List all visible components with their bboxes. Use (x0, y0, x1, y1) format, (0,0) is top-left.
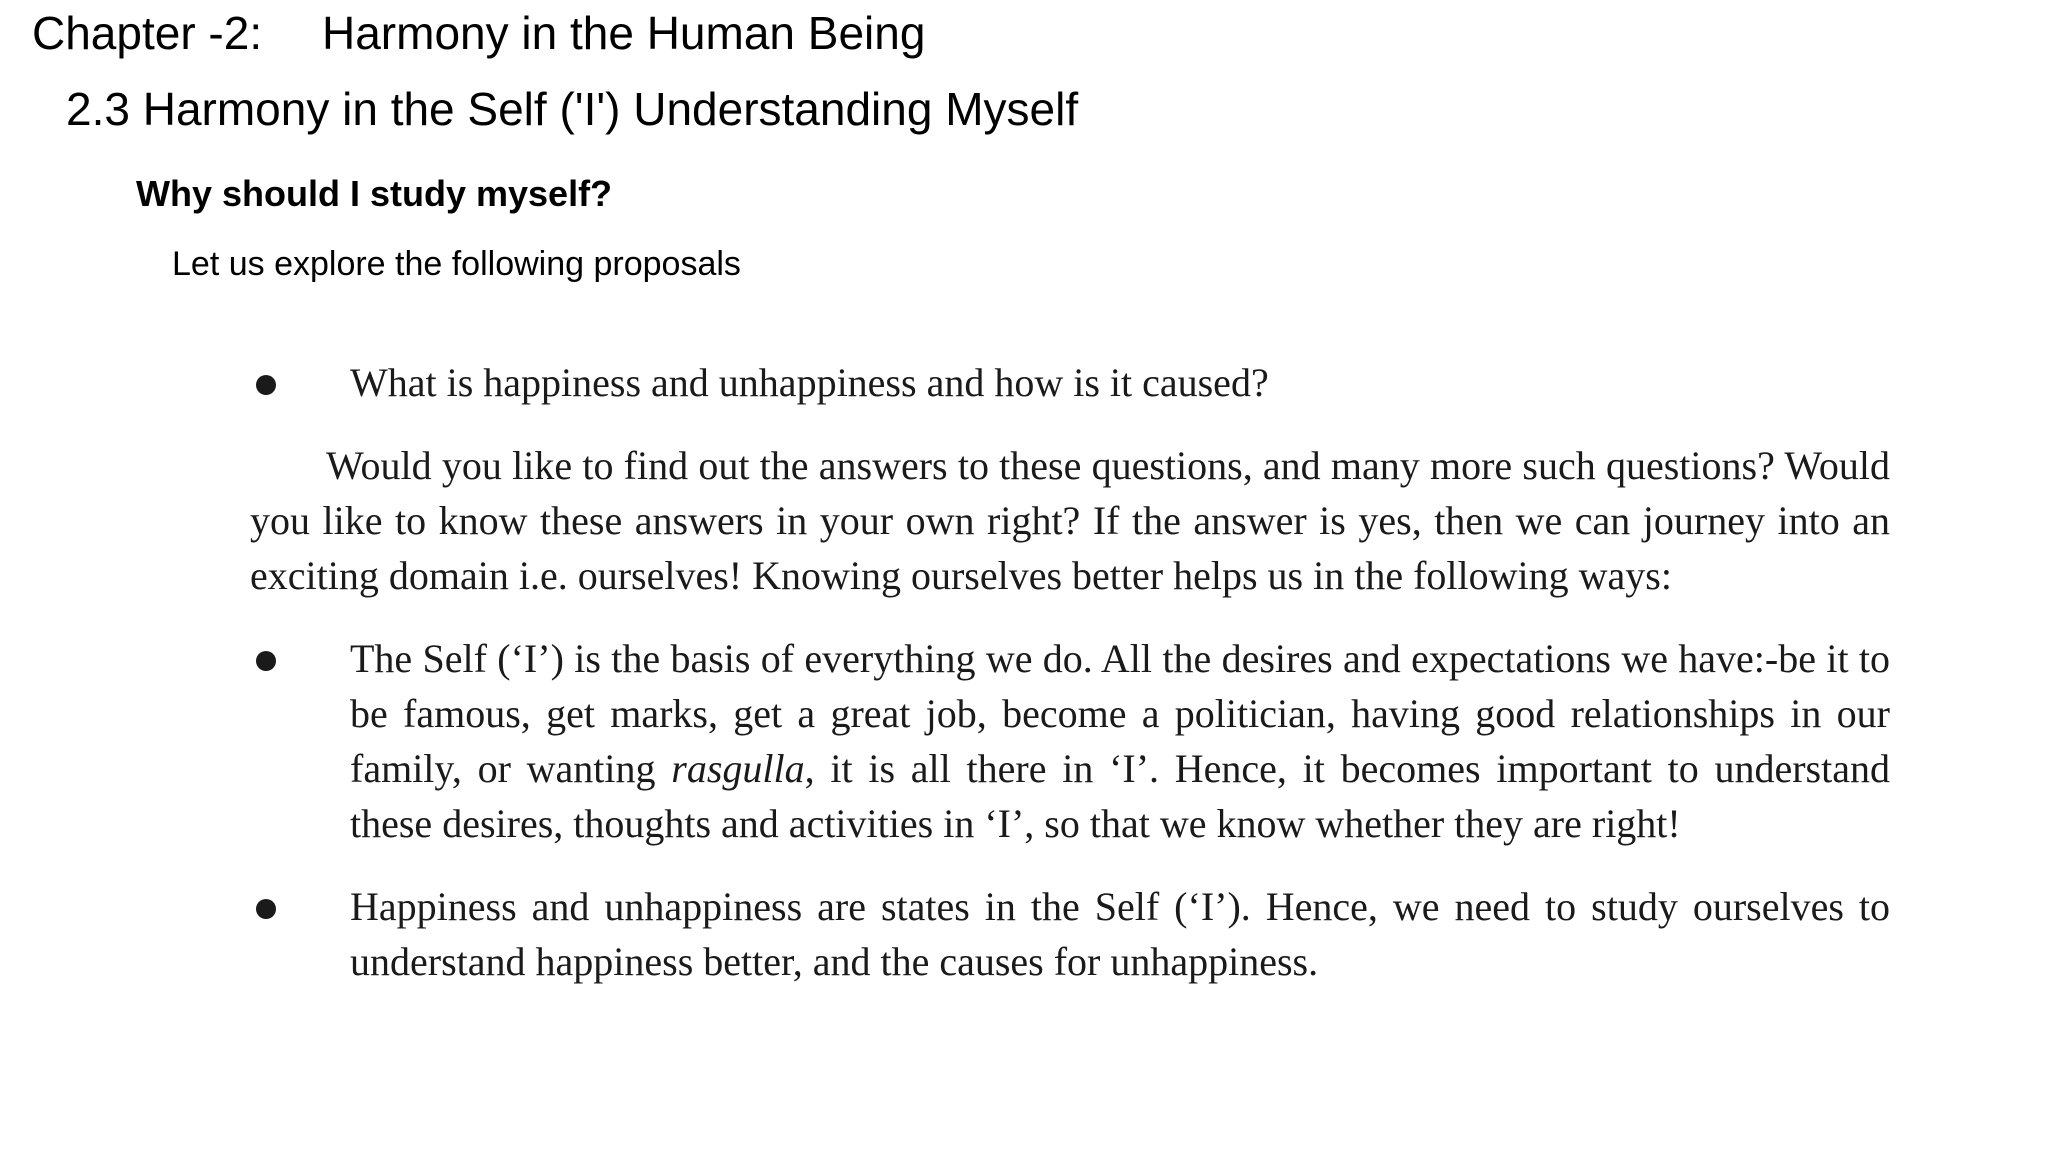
bullet-item-happiness-question (250, 355, 1890, 410)
scanned-text-block (250, 355, 1890, 989)
body-paragraph: Would you like to find out the answers to these questions, and many more such questions? Would you like to know these answers in your own right? If the answer is yes, then we can journey into an exciting domain i.e. ourselves! Knowing ourselves better helps us in the following ways: (250, 443, 1890, 598)
bullet-dot-icon (256, 651, 276, 671)
chapter-name: Harmony in the Human Being (322, 7, 926, 59)
chapter-title (32, 6, 925, 61)
bullet-item-self-basis (250, 631, 1890, 851)
bullet-dot-icon (256, 899, 276, 919)
bullet-text: Happiness and unhappiness are states in the Self (‘I’). Hence, we need to study ourselves to understand happiness better, and the causes for unhappiness. (350, 884, 1890, 984)
bullet-item-happiness-states (250, 879, 1890, 989)
bullet-text (350, 636, 1890, 846)
bullet-text-italic: rasgulla (671, 746, 805, 791)
bullet-text: What is happiness and unhappiness and how is it caused? (350, 360, 1269, 405)
bullet-dot-icon (256, 375, 276, 395)
section-title: 2.3 Harmony in the Self ('I') Understanding Myself (66, 83, 1079, 135)
chapter-label: Chapter -2: (32, 7, 263, 59)
question-heading: Why should I study myself? (136, 173, 613, 214)
bullet-text-part: , it is all there in ‘I’. Hence, it becomes important to understand these desires, thoughts and activities in ‘I’, so that we know whether they are right! (350, 746, 1890, 846)
bullet-text-part: The Self (‘I’) is the basis of everything we do. All the desires and expectations we have:-be it to be famous, get marks, get a great job, become a politician, having good relationships in our family, or wanting (350, 636, 1890, 791)
intro-line: Let us explore the following proposals (172, 245, 741, 283)
